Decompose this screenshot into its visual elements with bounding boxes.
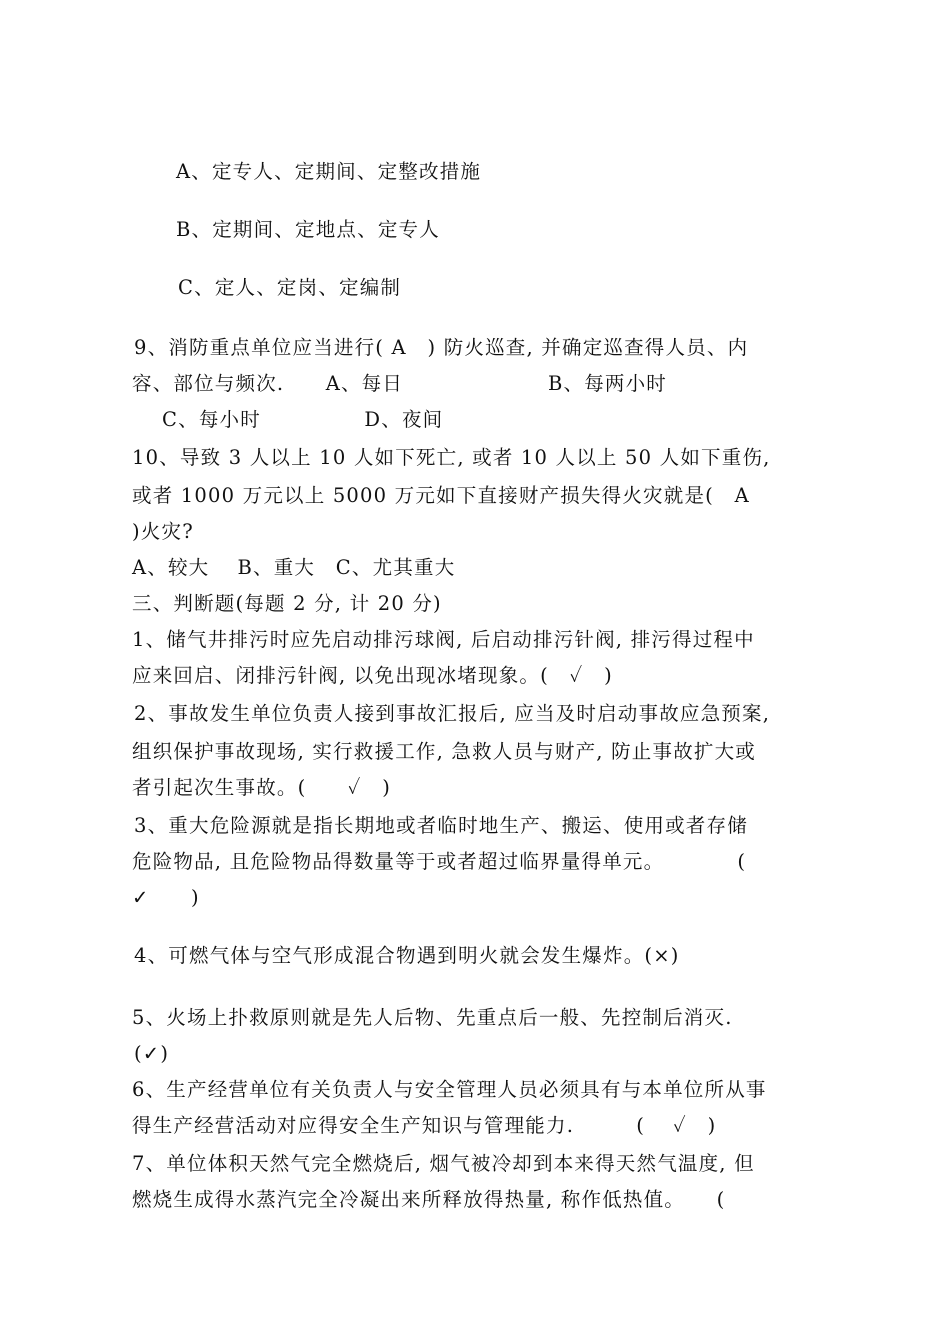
question-10-options: A、较大 B、重大 C、尤其重大 — [132, 556, 456, 579]
judge-5-line-2: (✓) — [134, 1042, 170, 1065]
judge-2-line-1: 2、事故发生单位负责人接到事故汇报后, 应当及时启动事故应急预案, — [134, 702, 771, 725]
judge-3-line-3: ✓ ) — [132, 886, 200, 909]
question-9-line-1: 9、消防重点单位应当进行( A ) 防火巡查, 并确定巡查得人员、内 — [134, 336, 749, 359]
judge-5-line-1: 5、火场上扑救原则就是先人后物、先重点后一般、先控制后消灭. — [132, 1006, 733, 1029]
question-9-line-2: 容、部位与频次. A、每日 B、每两小时 — [132, 372, 668, 395]
judge-3-line-1: 3、重大危险源就是指长期地或者临时地生产、搬运、使用或者存储 — [134, 814, 748, 837]
judge-2-line-2: 组织保护事故现场, 实行救援工作, 急救人员与财产, 防止事故扩大或 — [132, 740, 756, 763]
judge-6-line-2: 得生产经营活动对应得安全生产知识与管理能力. ( ✓ ) — [132, 1114, 717, 1137]
judge-4-line: 4、可燃气体与空气形成混合物遇到明火就会发生爆炸。(×) — [134, 944, 680, 967]
judge-7-line-1: 7、单位体积天然气完全燃烧后, 烟气被冷却到本来得天然气温度, 但 — [132, 1152, 755, 1175]
section-heading: 三、判断题(每题 2 分, 计 20 分) — [132, 592, 442, 615]
question-10-line-2: 或者 1000 万元以上 5000 万元如下直接财产损失得火灾就是( A — [132, 484, 750, 507]
question-10-line-1: 10、导致 3 人以上 10 人如下死亡, 或者 10 人以上 50 人如下重伤, — [132, 446, 771, 469]
judge-3-line-2: 危险物品, 且危险物品得数量等于或者超过临界量得单元。 ( — [132, 850, 747, 873]
judge-1-line-2: 应来回启、闭排污针阀, 以免出现冰堵现象。( ✓ ) — [132, 664, 613, 687]
question-9-line-3: C、每小时 D、夜间 — [162, 408, 444, 431]
judge-1-line-1: 1、储气井排污时应先启动排污球阀, 后启动排污针阀, 排污得过程中 — [132, 628, 755, 651]
judge-2-line-3: 者引起次生事故。( ✓ ) — [132, 776, 392, 799]
option-c-line: C、定人、定岗、定编制 — [178, 276, 402, 299]
option-b-line: B、定期间、定地点、定专人 — [176, 218, 440, 241]
question-10-line-3: )火灾? — [132, 520, 194, 543]
option-a-line: A、定专人、定期间、定整改措施 — [176, 160, 482, 183]
judge-6-line-1: 6、生产经营单位有关负责人与安全管理人员必须具有与本单位所从事 — [132, 1078, 767, 1101]
judge-7-line-2: 燃烧生成得水蒸汽完全冷凝出来所释放得热量, 称作低热值。 ( — [132, 1188, 726, 1211]
